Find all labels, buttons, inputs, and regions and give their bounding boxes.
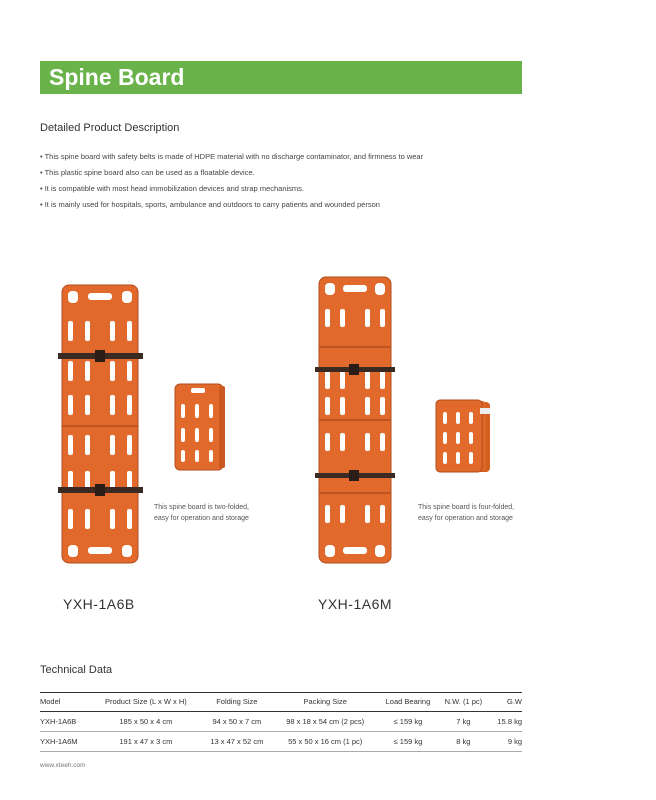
spine-board-two-folded-stored-image	[173, 382, 228, 474]
table-cell: ≤ 159 kg	[378, 732, 438, 752]
description-heading: Detailed Product Description	[40, 122, 180, 134]
table-cell: 185 x 50 x 4 cm	[91, 712, 201, 732]
caption-line: easy for operation and storage	[154, 515, 249, 522]
description-bullet: • This spine board with safety belts is made of HDPE material with no discharge contaminator, and firmness to wear	[40, 149, 520, 165]
table-cell: 13 x 47 x 52 cm	[201, 732, 272, 752]
title-bar	[40, 61, 522, 94]
column-header: Folding Size	[201, 693, 272, 712]
spine-board-four-folded-stored-image	[434, 398, 494, 476]
column-header: Load Bearing	[378, 693, 438, 712]
technical-heading: Technical Data	[40, 664, 113, 676]
table-cell: 55 x 50 x 16 cm (1 pc)	[273, 732, 378, 752]
table-cell: 7 kg	[438, 712, 489, 732]
product-caption	[418, 502, 514, 524]
table-cell: 94 x 50 x 7 cm	[201, 712, 272, 732]
description-bullet: • It is compatible with most head immobilization devices and strap mechanisms.	[40, 181, 520, 197]
product-caption	[154, 502, 249, 524]
table-cell: 98 x 18 x 54 cm (2 pcs)	[273, 712, 378, 732]
column-header: Packing Size	[273, 693, 378, 712]
column-header: N.W. (1 pc)	[438, 693, 489, 712]
description-bullet: • This plastic spine board also can be used as a floatable device.	[40, 165, 520, 181]
table-cell: YXH-1A6B	[40, 712, 91, 732]
table-cell: 8 kg	[438, 732, 489, 752]
description-bullet: • It is mainly used for hospitals, sports, ambulance and outdoors to carry patients and wounded person	[40, 197, 520, 213]
footer-website: www.xteeh.com	[40, 762, 86, 769]
table-cell: 9 kg	[489, 732, 522, 752]
product-model-label: YXH-1A6B	[63, 596, 135, 612]
column-header: G.W	[489, 693, 522, 712]
table-header-row	[40, 693, 522, 712]
table-cell: YXH-1A6M	[40, 732, 91, 752]
column-header: Model	[40, 693, 91, 712]
caption-line: This spine board is two-folded,	[154, 504, 249, 511]
product-model-label: YXH-1A6M	[318, 596, 393, 612]
table-row	[40, 712, 522, 732]
caption-line: This spine board is four-folded,	[418, 504, 515, 511]
page-title: Spine Board	[49, 64, 185, 90]
table-row	[40, 732, 522, 752]
caption-line: easy for operation and storage	[418, 515, 513, 522]
technical-data-table	[40, 692, 522, 752]
spine-board-two-folded-image	[58, 283, 143, 568]
spine-board-four-folded-image	[315, 275, 395, 567]
table-cell: 15.8 kg	[489, 712, 522, 732]
table-cell: 191 x 47 x 3 cm	[91, 732, 201, 752]
description-list	[40, 149, 520, 213]
column-header: Product Size (L x W x H)	[91, 693, 201, 712]
table-cell: ≤ 159 kg	[378, 712, 438, 732]
